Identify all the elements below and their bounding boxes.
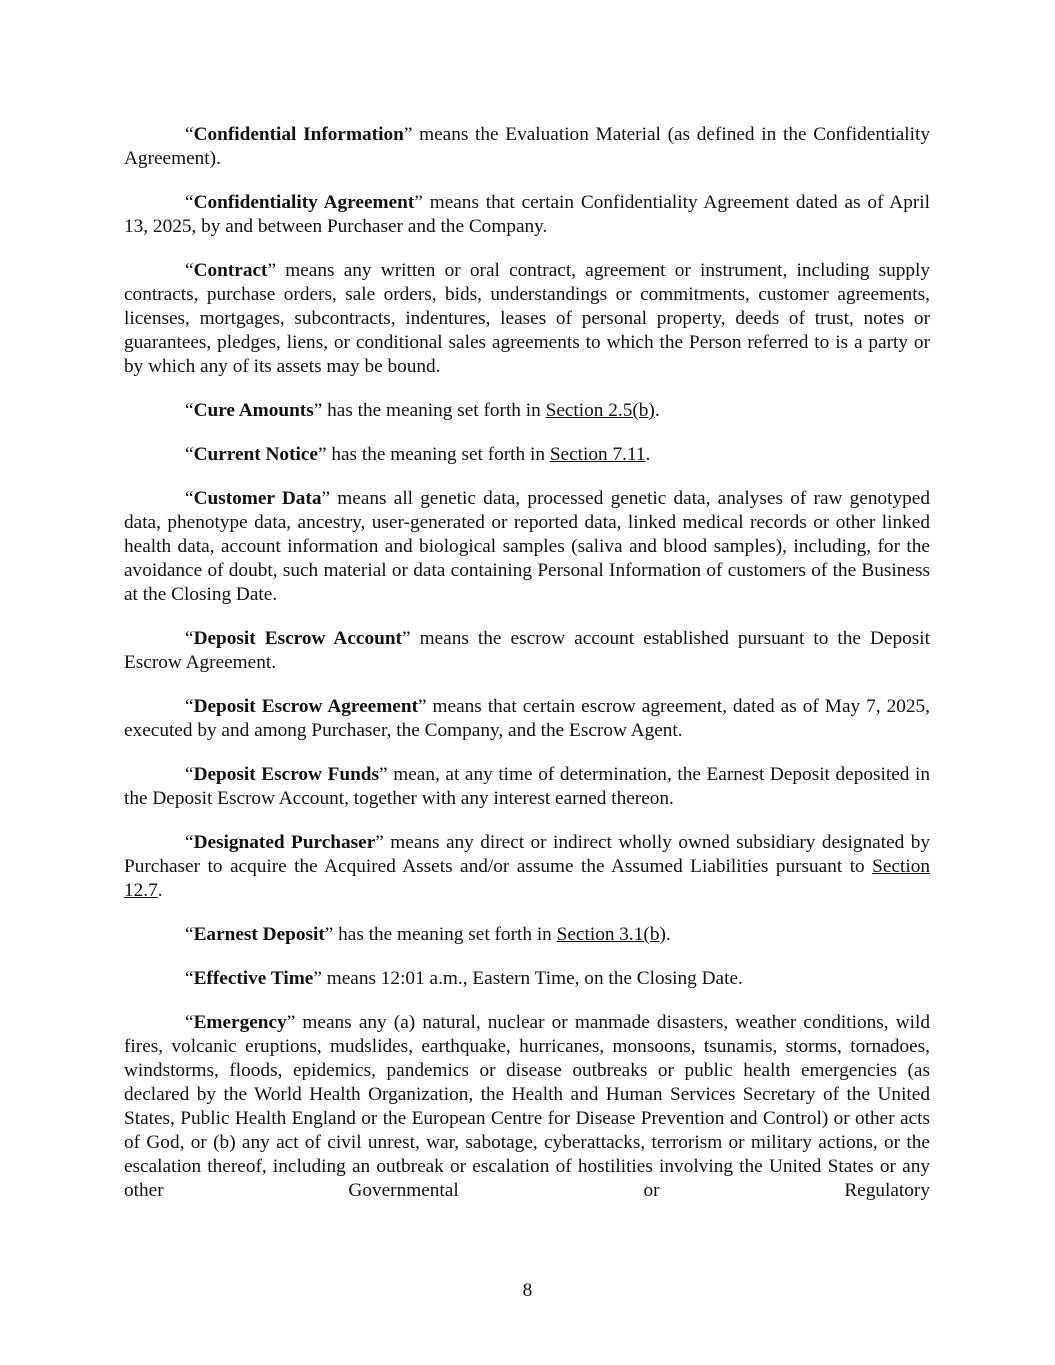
definition-deposit-escrow-account: “Deposit Escrow Account” means the escrow account established pursuant to the Deposit Escrow Agreement. xyxy=(124,628,930,673)
section-reference-link[interactable]: Section 2.5(b) xyxy=(545,400,655,421)
definition-text: means any written or oral contract, agreement or instrument, including supply contracts, purchase orders, sale orders, bids, understandings or commitments, customer agreements, licenses, mortgages, subcontracts, indentures, leases of personal property, deeds of trust, notes or guarantees, pledges, liens, or conditional sales agreements to which the Person referred to is a party or by which any of its assets may be bound. xyxy=(124,260,930,377)
defined-term: Deposit Escrow Account xyxy=(193,628,402,649)
definition-text: means any direct or indirect wholly owned subsidiary designated by Purchaser to acquire the Acquired Assets and/or assume the Assumed Liabilities pursuant to xyxy=(124,832,930,877)
section-reference-link[interactable]: Section 12.7 xyxy=(124,856,930,901)
page-number: 8 xyxy=(522,1280,533,1301)
definition-earnest-deposit: “Earnest Deposit” has the meaning set forth in Section 3.1(b). xyxy=(185,924,671,945)
defined-term: Deposit Escrow Agreement xyxy=(193,696,418,717)
definition-text: has the meaning set forth in xyxy=(322,400,546,421)
defined-term: Cure Amounts xyxy=(193,400,314,421)
section-reference-link[interactable]: Section 3.1(b) xyxy=(556,924,666,945)
definition-text-end: . xyxy=(654,400,660,421)
definition-designated-purchaser: “Designated Purchaser” means any direct or indirect wholly owned subsidiary designated by Purchaser to acquire the Acquired Assets and/or assume the Assumed Liabilities pursuant to Section 12.7. xyxy=(124,832,930,901)
defined-term: Emergency xyxy=(193,1012,287,1033)
definition-text: means 12:01 a.m., Eastern Time, on the Closing Date. xyxy=(321,968,743,989)
defined-term: Confidential Information xyxy=(193,124,404,145)
definition-confidential-information: “Confidential Information” means the Evaluation Material (as defined in the Confidentiality Agreement). xyxy=(124,124,930,169)
definition-confidentiality-agreement: “Confidentiality Agreement” means that certain Confidentiality Agreement dated as of April 13, 2025, by and between Purchaser and the Company. xyxy=(124,192,930,237)
definition-cure-amounts: “Cure Amounts” has the meaning set forth in Section 2.5(b). xyxy=(185,400,660,421)
definition-text-end: . xyxy=(645,444,651,465)
definition-contract: “Contract” means any written or oral contract, agreement or instrument, including supply contracts, purchase orders, sale orders, bids, understandings or commitments, customer agreements, licenses, mortgages, subcontracts, indentures, leases of personal property, deeds of trust, notes or guarantees, pledges, liens, or conditional sales agreements to which the Person referred to is a party or by which any of its assets may be bound. xyxy=(124,260,930,377)
document-body xyxy=(124,123,930,1223)
definition-text: means that certain escrow agreement, dated as of May 7, 2025, executed by and among Purchaser, the Company, and the Escrow Agent. xyxy=(124,696,930,741)
section-reference-link[interactable]: Section 7.11 xyxy=(549,444,646,465)
definition-effective-time: “Effective Time” means 12:01 a.m., Eastern Time, on the Closing Date. xyxy=(185,968,743,989)
definition-current-notice: “Current Notice” has the meaning set forth in Section 7.11. xyxy=(185,444,651,465)
definition-text: means any (a) natural, nuclear or manmade disasters, weather conditions, wild fires, volcanic eruptions, mudslides, earthquake, hurricanes, monsoons, tsunamis, storms, tornadoes, windstorms, floods, epidemics, pandemics or disease outbreaks or public health emergencies (as declared by the World Health Organization, the Health and Human Services Secretary of the United States, Public Health England or the European Centre for Disease Prevention and Control) or other acts of God, or (b) any act of civil unrest, war, sabotage, cyberattacks, terrorism or military actions, or the escalation thereof, including an outbreak or escalation of hostilities involving the United States or any other Governmental or Regulatory xyxy=(124,1012,930,1201)
definition-emergency: “Emergency” means any (a) natural, nuclear or manmade disasters, weather conditions, wild fires, volcanic eruptions, mudslides, earthquake, hurricanes, monsoons, tsunamis, storms, tornadoes, windstorms, floods, epidemics, pandemics or disease outbreaks or public health emergencies (as declared by the World Health Organization, the Health and Human Services Secretary of the United States, Public Health England or the European Centre for Disease Prevention and Control) or other acts of God, or (b) any act of civil unrest, war, sabotage, cyberattacks, terrorism or military actions, or the escalation thereof, including an outbreak or escalation of hostilities involving the United States or any other Governmental or Regulatory xyxy=(124,1012,930,1201)
defined-term: Customer Data xyxy=(193,488,322,509)
defined-term: Confidentiality Agreement xyxy=(193,192,415,213)
defined-term: Deposit Escrow Funds xyxy=(193,764,380,785)
definition-deposit-escrow-agreement: “Deposit Escrow Agreement” means that certain escrow agreement, dated as of May 7, 2025, executed by and among Purchaser, the Company, and the Escrow Agent. xyxy=(124,696,930,741)
definition-text: means that certain Confidentiality Agreement dated as of April 13, 2025, by and between Purchaser and the Company. xyxy=(124,192,930,237)
defined-term: Contract xyxy=(193,260,268,281)
definition-text: mean, at any time of determination, the Earnest Deposit deposited in the Deposit Escrow Account, together with any interest earned thereon. xyxy=(124,764,930,809)
defined-term: Earnest Deposit xyxy=(193,924,325,945)
defined-term: Designated Purchaser xyxy=(193,832,376,853)
definition-text: means the escrow account established pursuant to the Deposit Escrow Agreement. xyxy=(124,628,930,673)
definition-customer-data: “Customer Data” means all genetic data, processed genetic data, analyses of raw genotyped data, phenotype data, ancestry, user-generated or reported data, linked medical records or other linked health data, account information and biological samples (saliva and blood samples), including, for the avoidance of doubt, such material or data containing Personal Information of customers of the Business at the Closing Date. xyxy=(124,488,930,605)
definition-text-end: . xyxy=(665,924,671,945)
definition-text: has the meaning set forth in xyxy=(333,924,557,945)
definition-deposit-escrow-funds: “Deposit Escrow Funds” mean, at any time of determination, the Earnest Deposit deposited in the Deposit Escrow Account, together with any interest earned thereon. xyxy=(124,764,930,809)
defined-term: Effective Time xyxy=(193,968,314,989)
definition-text: means the Evaluation Material (as defined in the Confidentiality Agreement). xyxy=(124,124,930,169)
definition-text: means all genetic data, processed genetic data, analyses of raw genotyped data, phenotype data, ancestry, user-generated or reported data, linked medical records or other linked health data, account information and biological samples (saliva and blood samples), including, for the avoidance of doubt, such material or data containing Personal Information of customers of the Business at the Closing Date. xyxy=(124,488,930,605)
defined-term: Current Notice xyxy=(193,444,318,465)
definition-text-end: . xyxy=(157,880,163,901)
definition-text: has the meaning set forth in xyxy=(326,444,550,465)
